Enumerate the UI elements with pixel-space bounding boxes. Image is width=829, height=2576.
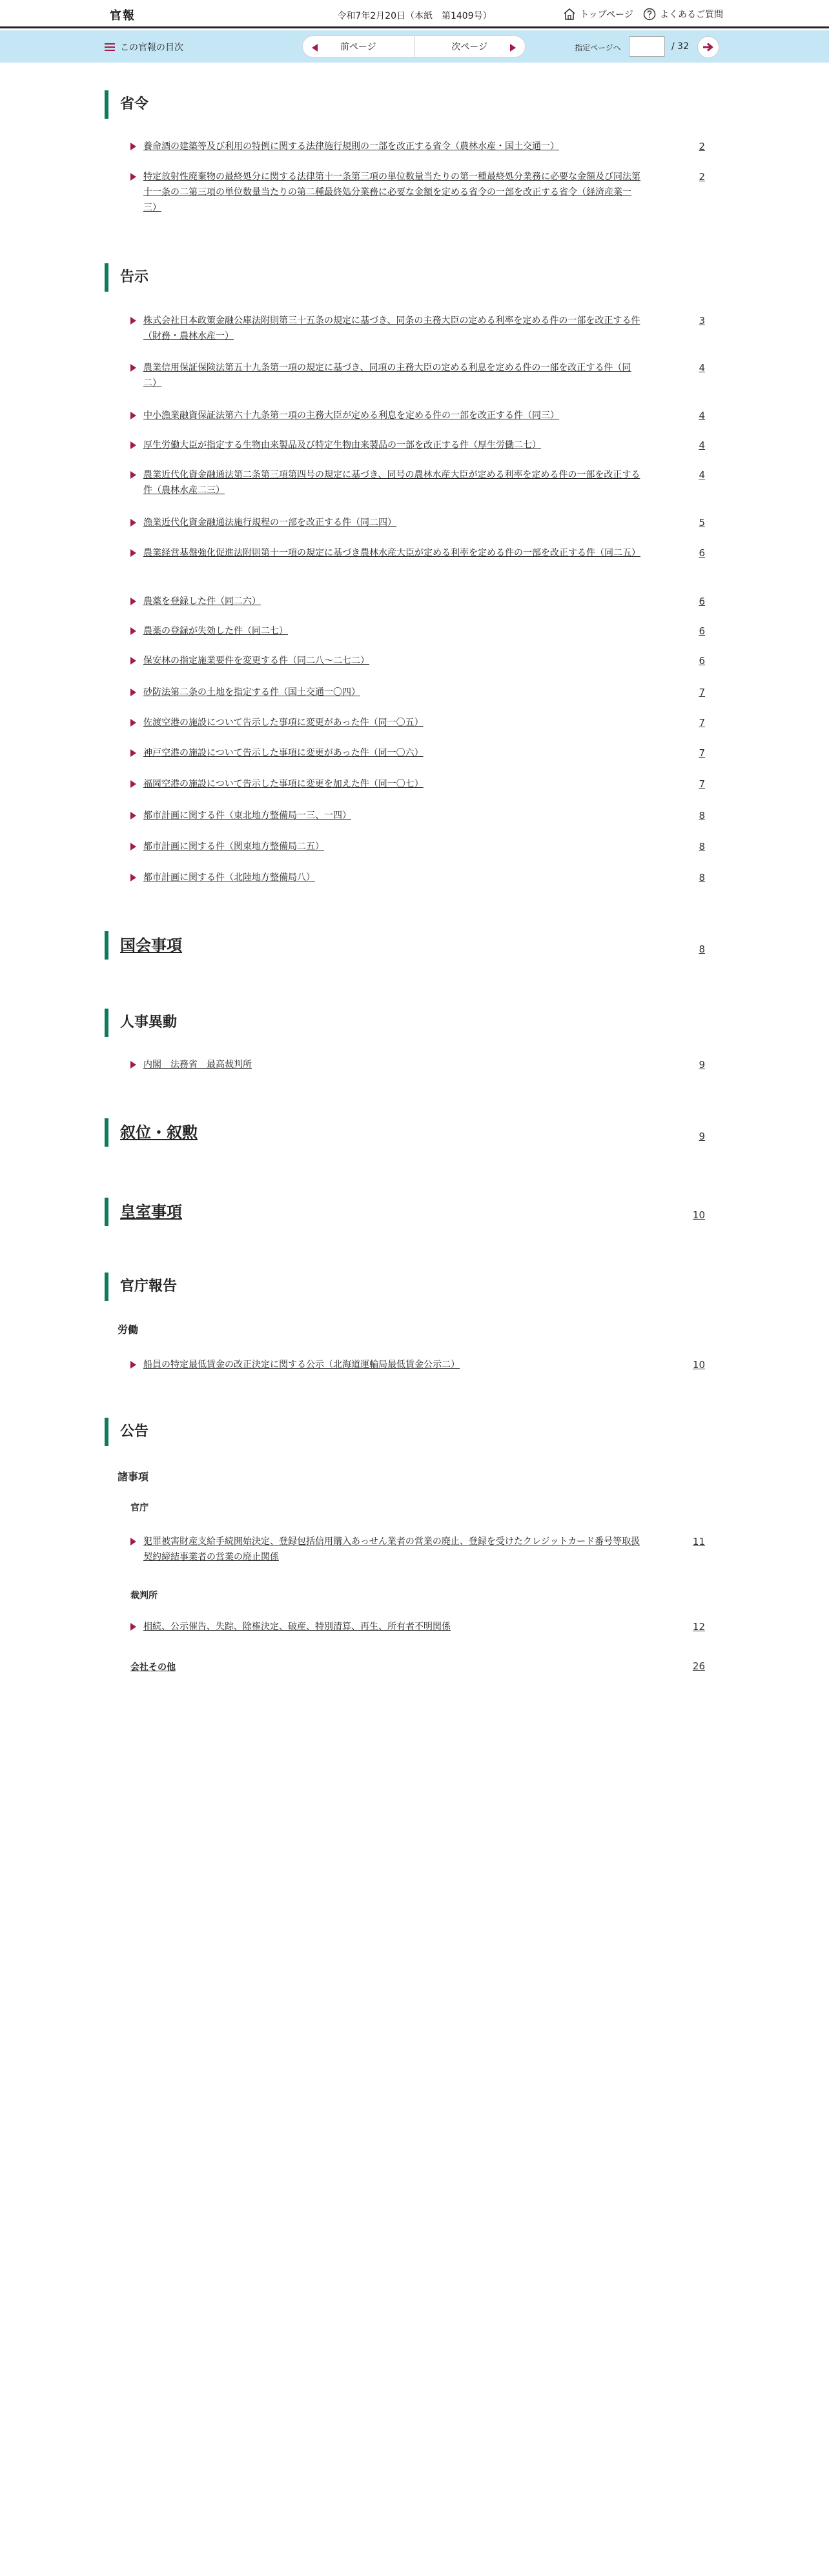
bullet-icon — [130, 364, 136, 372]
next-page-button[interactable] — [414, 36, 526, 57]
section-heading-kancho: 官庁報告 — [105, 1273, 177, 1301]
faq-label: よくあるご質問 — [660, 10, 723, 20]
faq-link[interactable] — [643, 8, 723, 21]
koushitsu-link[interactable]: 皇室事項 — [120, 1203, 182, 1221]
section-heading-koukoku: 公告 — [105, 1418, 148, 1446]
item-page-number[interactable]: 4 — [699, 410, 705, 421]
item-page-number[interactable]: 11 — [692, 1536, 705, 1547]
subheading-kaisha[interactable] — [130, 1660, 176, 1673]
item-page-number[interactable]: 4 — [699, 469, 705, 481]
home-icon — [563, 8, 576, 21]
menu-icon — [105, 43, 115, 51]
item-link[interactable]: 農業信用保証保険法第五十九条第一項の規定に基づき、同項の主務大臣の定める利息を定める件の一部を改正する件（同二） — [143, 363, 631, 388]
go-to-page-button[interactable] — [697, 36, 719, 58]
bullet-icon — [130, 812, 136, 820]
item-page-number[interactable]: 6 — [699, 596, 705, 607]
bullet-icon — [130, 1061, 136, 1069]
page-number-input[interactable] — [629, 36, 665, 57]
item-link[interactable]: 都市計画に関する件（北陸地方整備局八） — [143, 872, 315, 883]
item-link[interactable]: 中小漁業融資保証法第六十九条第一項の主務大臣が定める利息を定める件の一部を改正する件（同三） — [143, 410, 559, 421]
item-link[interactable]: 株式会社日本政策金融公庫法附則第三十五条の規定に基づき、同条の主務大臣の定める利率を定める件の一部を改正する件（財務・農林水産一） — [143, 316, 640, 341]
bullet-icon — [130, 143, 136, 150]
koushitsu-page-number[interactable]: 10 — [692, 1209, 705, 1221]
item-link[interactable]: 厚生労働大臣が指定する生物由来製品及び特定生物由来製品の一部を改正する件（厚生労働二七） — [143, 440, 541, 450]
item-link[interactable]: 漁業近代化資金融通法施行規程の一部を改正する件（同二四） — [143, 518, 396, 528]
section-heading-jinji: 人事異動 — [105, 1009, 177, 1037]
bullet-icon — [130, 689, 136, 696]
bullet-icon — [130, 1538, 136, 1545]
bullet-icon — [130, 519, 136, 527]
list-item[interactable] — [130, 467, 705, 498]
bullet-icon — [130, 780, 136, 788]
bullet-icon — [130, 441, 136, 449]
list-item[interactable] — [130, 1534, 705, 1565]
section-heading-kokkai[interactable] — [105, 931, 182, 960]
section-heading-koushitsu[interactable] — [105, 1198, 182, 1226]
toc-label: この官報の目次 — [120, 43, 183, 53]
item-link[interactable]: 都市計画に関する件（関東地方整備局二五） — [143, 841, 324, 852]
item-link[interactable]: 内閣 法務省 最高裁判所 — [143, 1060, 252, 1070]
item-page-number[interactable]: 8 — [699, 841, 705, 852]
item-page-number[interactable]: 4 — [699, 362, 705, 374]
item-link[interactable]: 神戸空港の施設について告示した事項に変更があった件（同一〇六） — [143, 748, 424, 758]
section-heading-kokuji: 告示 — [105, 263, 148, 292]
section-heading-shorei: 省令 — [105, 90, 148, 119]
kaisha-link[interactable]: 会社その他 — [130, 1662, 176, 1673]
list-item[interactable] — [130, 545, 705, 576]
section-heading-joi[interactable] — [105, 1118, 198, 1147]
subheading-rodo: 労働 — [118, 1323, 139, 1336]
list-item[interactable] — [130, 776, 705, 792]
item-page-number[interactable]: 7 — [699, 687, 705, 698]
page-navigation-bar — [0, 30, 829, 63]
item-page-number[interactable]: 12 — [692, 1621, 705, 1633]
bullet-icon — [130, 1623, 136, 1631]
item-link[interactable]: 農業経営基盤強化促進法附則第十一項の規定に基づき農林水産大臣が定める利率を定める件の一部を改正する件（同二五） — [143, 548, 640, 558]
item-page-number[interactable]: 7 — [699, 747, 705, 759]
issue-date: 令和7年2月20日（本紙 第1409号） — [337, 11, 492, 21]
item-link[interactable]: 農薬を登録した件（同二六） — [143, 596, 261, 607]
item-page-number[interactable]: 6 — [699, 655, 705, 667]
kaisha-page-number[interactable]: 26 — [692, 1660, 705, 1672]
item-link[interactable]: 農薬の登録が失効した件（同二七） — [143, 626, 288, 636]
item-page-number[interactable]: 6 — [699, 625, 705, 637]
item-page-number[interactable]: 9 — [699, 1059, 705, 1071]
bullet-icon — [130, 173, 136, 181]
subheading-saibansho: 裁判所 — [130, 1591, 158, 1601]
list-item[interactable] — [130, 653, 705, 669]
list-item[interactable] — [130, 139, 705, 154]
list-item[interactable] — [130, 808, 705, 823]
prev-page-label: 前ページ — [340, 42, 376, 52]
arrow-right-icon — [702, 43, 714, 52]
list-item[interactable] — [130, 870, 705, 885]
item-page-number[interactable]: 4 — [699, 439, 705, 451]
bullet-icon — [130, 412, 136, 419]
list-item[interactable] — [130, 745, 705, 761]
list-item[interactable] — [130, 1057, 705, 1072]
bullet-icon — [130, 1361, 136, 1369]
item-page-number[interactable]: 7 — [699, 717, 705, 729]
item-page-number[interactable]: 2 — [699, 141, 705, 152]
item-link[interactable]: 特定放射性廃棄物の最終処分に関する法律第十一条第三項の単位数量当たりの第一種最終処分業務に必要な金額及び同法第十一条の二第三項の単位数量当たりの第二種最終処分業務に必要な金額を定める省令の一部を改正する省令（経済産業一三） — [143, 172, 640, 213]
list-item[interactable] — [130, 685, 705, 700]
top-page-label: トップページ — [580, 10, 633, 20]
list-item[interactable] — [130, 515, 705, 530]
pager — [302, 35, 526, 57]
list-item[interactable] — [130, 169, 705, 216]
item-link[interactable]: 農業近代化資金融通法第二条第三項第四号の規定に基づき、同号の農林水産大臣が定める利率を定める件の一部を改正する件（農林水産二三） — [143, 470, 640, 496]
item-link[interactable]: 福岡空港の施設について告示した事項に変更を加えた件（同一〇七） — [143, 779, 424, 789]
item-link[interactable]: 犯罪被害財産支給手続開始決定、登録包括信用購入あっせん業者の営業の廃止、登録を受けたクレジットカード番号等取扱契約締結事業者の営業の廃止関係 — [143, 1536, 640, 1562]
bullet-icon — [130, 471, 136, 479]
item-page-number[interactable]: 2 — [699, 171, 705, 183]
joi-page-number[interactable]: 9 — [699, 1131, 705, 1142]
top-page-link[interactable] — [563, 8, 633, 21]
kokkai-page-number[interactable]: 8 — [699, 943, 705, 955]
list-item[interactable] — [130, 1619, 705, 1635]
bullet-icon — [130, 874, 136, 881]
item-page-number[interactable]: 10 — [692, 1359, 705, 1371]
next-page-label: 次ページ — [451, 42, 488, 52]
question-icon — [643, 8, 656, 21]
bullet-icon — [130, 627, 136, 635]
item-link[interactable]: 船員の特定最低賃金の改正決定に関する公示（北海道運輸局最低賃金公示二） — [143, 1360, 460, 1370]
item-link[interactable]: 相続、公示催告、失踪、除権決定、破産、特別清算、再生、所有者不明関係 — [143, 1622, 451, 1632]
list-item[interactable] — [130, 313, 705, 344]
list-item[interactable] — [130, 408, 705, 423]
bullet-icon — [130, 719, 136, 727]
item-page-number[interactable]: 8 — [699, 810, 705, 821]
list-item[interactable] — [130, 438, 705, 453]
triangle-left-icon — [312, 44, 318, 52]
kanpo-logo[interactable]: 官報 — [110, 9, 136, 23]
list-item[interactable] — [130, 623, 705, 639]
item-page-number[interactable]: 5 — [699, 517, 705, 528]
jump-to-page-label: 指定ページへ — [575, 43, 621, 52]
kokkai-link[interactable]: 国会事項 — [120, 936, 182, 954]
item-link[interactable]: 保安林の指定施業要件を変更する件（同二八〜二七二） — [143, 656, 369, 666]
subheading-shojiko: 諸事項 — [118, 1471, 149, 1483]
bullet-icon — [130, 549, 136, 557]
bullet-icon — [130, 598, 136, 605]
list-item[interactable] — [130, 360, 705, 391]
item-page-number[interactable]: 6 — [699, 547, 705, 559]
triangle-right-icon — [510, 44, 516, 52]
joi-link[interactable]: 叙位・叙勲 — [120, 1123, 198, 1142]
bullet-icon — [130, 749, 136, 757]
bullet-icon — [130, 843, 136, 850]
item-link[interactable]: 都市計画に関する件（東北地方整備局一三、一四） — [143, 810, 351, 821]
item-link[interactable]: 佐渡空港の施設について告示した事項に変更があった件（同一〇五） — [143, 718, 424, 728]
item-link[interactable]: 養命酒の建築等及び利用の特例に関する法律施行規則の一部を改正する省令（農林水産・国土交通一） — [143, 141, 559, 152]
list-item[interactable] — [130, 839, 705, 854]
toc-button[interactable] — [105, 41, 183, 54]
list-item[interactable] — [130, 594, 705, 609]
bullet-icon — [130, 657, 136, 665]
list-item[interactable] — [130, 715, 705, 730]
total-pages: / 32 — [671, 41, 689, 52]
list-item[interactable] — [130, 1357, 705, 1373]
item-link[interactable]: 砂防法第二条の土地を指定する件（国土交通一〇四） — [143, 687, 360, 698]
item-page-number[interactable]: 8 — [699, 872, 705, 883]
top-header — [0, 0, 829, 28]
item-page-number[interactable]: 3 — [699, 315, 705, 327]
prev-page-button[interactable] — [303, 36, 414, 57]
subheading-kancho: 官庁 — [130, 1503, 148, 1513]
item-page-number[interactable]: 7 — [699, 778, 705, 790]
bullet-icon — [130, 317, 136, 325]
